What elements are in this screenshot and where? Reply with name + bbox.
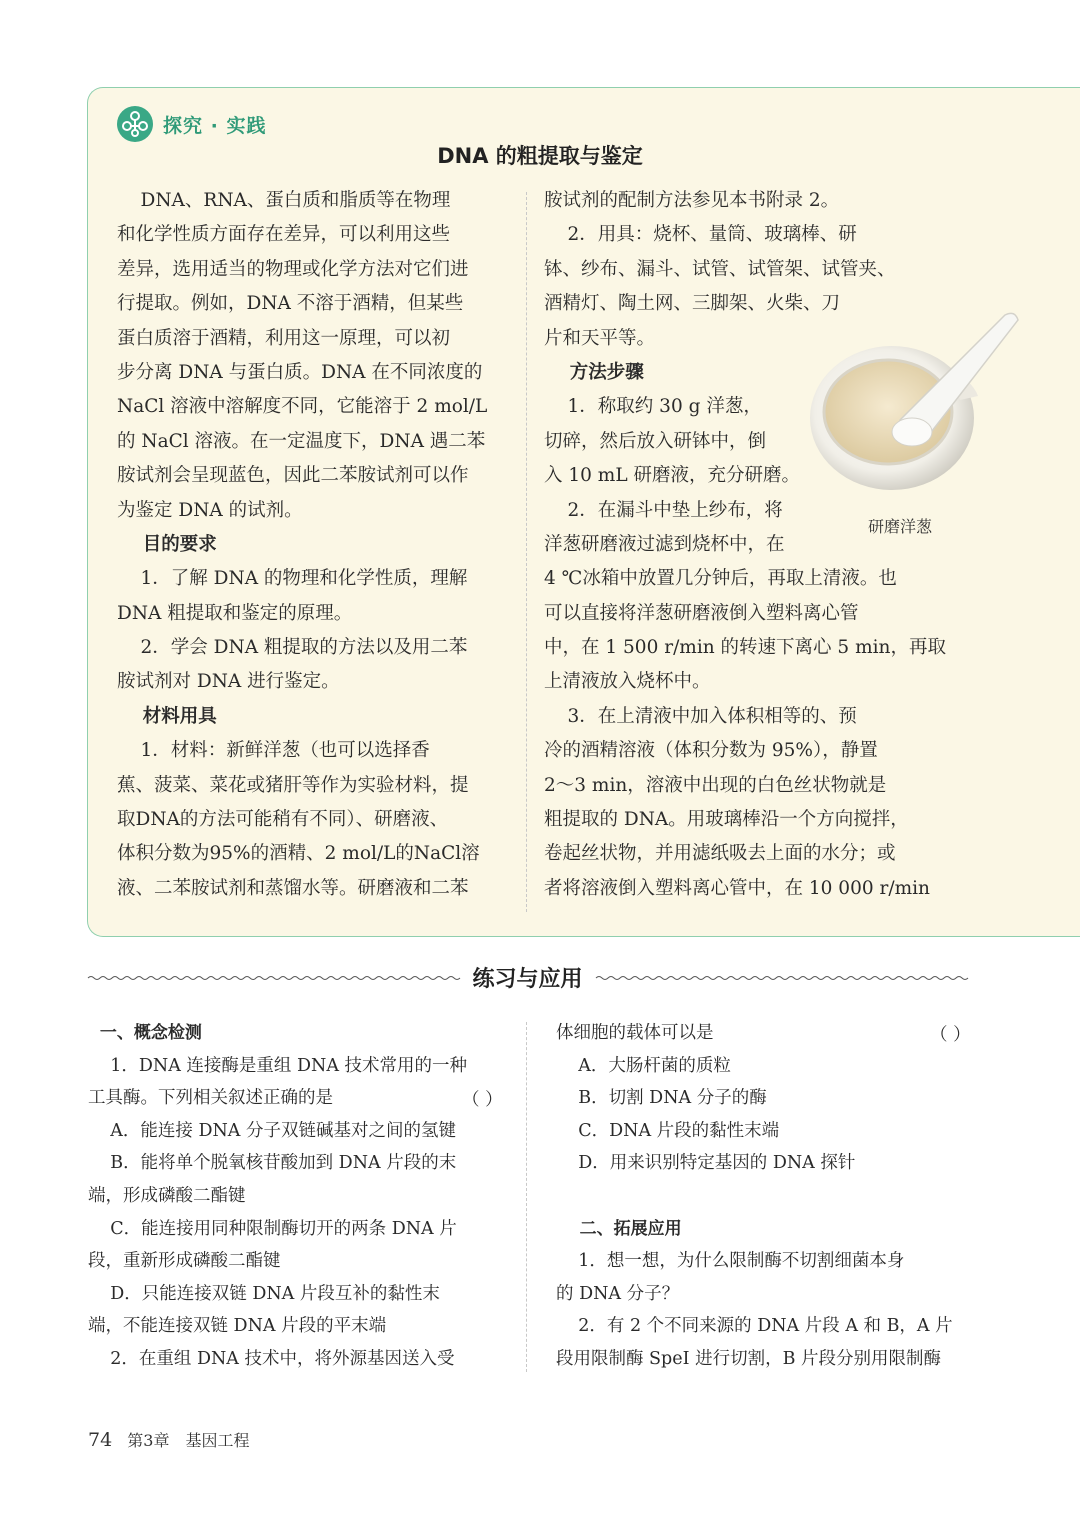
text-line: 的 NaCl 溶液。在一定温度下，DNA 遇二苯 [117, 430, 486, 452]
text-line: NaCl 溶液中溶解度不同，它能溶于 2 mol/L [117, 396, 488, 418]
text-line: 胺试剂的配制方法参见本书附录 2。 [544, 190, 840, 211]
text-line: 胺试剂对 DNA 进行鉴定。 [117, 671, 340, 693]
text-line: 3．在上清液中加入体积相等的、预 [544, 705, 857, 727]
section-heading: 一、概念检测 [88, 1023, 202, 1043]
text-line: 1．想一想，为什么限制酶不切割细菌本身 [556, 1251, 905, 1272]
page-number: 74 [88, 1429, 113, 1451]
text-line: 可以直接将洋葱研磨液倒入塑料离心管 [544, 602, 859, 624]
text-line: B．切割 DNA 分子的酶 [556, 1088, 767, 1109]
section-heading: 材料用具 [117, 705, 217, 727]
text-line: C．DNA 片段的黏性末端 [556, 1120, 780, 1141]
text-line: 行提取。例如，DNA 不溶于酒精，但某些 [117, 293, 464, 315]
text-line: 卷起丝状物，并用滤纸吸去上面的水分；或 [544, 843, 896, 865]
text-line: 冷的酒精溶液（体积分数为 95%），静置 [544, 740, 878, 762]
text-line: 取DNA的方法可能稍有不同）、研磨液、 [117, 809, 449, 831]
text-line: 体细胞的载体可以是 [556, 1023, 714, 1043]
text-line: 2．有 2 个不同来源的 DNA 片段 A 和 B，A 片 [556, 1316, 953, 1337]
text-line: A．能连接 DNA 分子双链碱基对之间的氢键 [88, 1120, 456, 1141]
text-line: 2．在漏斗中垫上纱布，将 [544, 499, 783, 521]
text-line: 蕉、菠菜、菜花或猪肝等作为实验材料，提 [117, 774, 469, 796]
exercise-column-divider [526, 1022, 527, 1372]
text-line: 1．了解 DNA 的物理和化学性质，理解 [117, 568, 468, 590]
text-line: D．只能连接双链 DNA 片段互补的黏性末 [88, 1283, 440, 1304]
text-line: 酒精灯、陶土网、三脚架、火柴、刀 [544, 293, 841, 315]
text-line: 2～3 min，溶液中出现的白色丝状物就是 [544, 774, 887, 796]
exercise-left-column [88, 1017, 500, 1376]
section-badge-label: 探究 · 实践 [163, 115, 267, 137]
exercise-right-column [556, 1017, 968, 1376]
text-line: 体积分数为95%的酒精、2 mol/L的NaCl溶 [117, 843, 480, 865]
photo-caption: 研磨洋葱 [868, 517, 933, 536]
text-line: 蛋白质溶于酒精，利用这一原理，可以初 [117, 327, 451, 349]
text-line: 入 10 mL 研磨液，充分研磨。 [544, 465, 801, 487]
inquiry-left-column [117, 184, 502, 906]
text-line: 步分离 DNA 与蛋白质。DNA 在不同浓度的 [117, 361, 483, 383]
inquiry-right-column [544, 184, 946, 906]
text-line: 2．用具：烧杯、量筒、玻璃棒、研 [544, 224, 857, 246]
mortar-pestle-photo [800, 300, 1030, 500]
text-line: 洋葱研磨液过滤到烧杯中，在 [544, 533, 785, 555]
text-line: D．用来识别特定基因的 DNA 探针 [556, 1153, 856, 1174]
text-line: 为鉴定 DNA 的试剂。 [117, 499, 303, 521]
text-line: 工具酶。下列相关叙述正确的是 [88, 1088, 333, 1109]
text-line: 端，不能连接双链 DNA 片段的平末端 [88, 1316, 387, 1337]
text-line: 上清液放入烧杯中。 [544, 671, 711, 693]
text-line: 的 DNA 分子？ [556, 1283, 680, 1304]
text-line: C．能连接用同种限制酶切开的两条 DNA 片 [88, 1218, 457, 1239]
text-line: 胺试剂会呈现蓝色，因此二苯胺试剂可以作 [117, 465, 469, 487]
section-heading: 目的要求 [117, 533, 217, 555]
text-line: DNA 粗提取和鉴定的原理。 [117, 602, 353, 624]
text-line: 1．DNA 连接酶是重组 DNA 技术常用的一种 [88, 1055, 468, 1076]
page-footer [88, 1428, 249, 1451]
text-line: 1．称取约 30 g 洋葱， [544, 396, 762, 418]
text-line: 切碎，然后放入研钵中，倒 [544, 430, 767, 452]
text-line: A．大肠杆菌的质粒 [556, 1055, 731, 1076]
text-line: 和化学性质方面存在差异，可以利用这些 [117, 224, 451, 246]
answer-bracket-q2: （ ） [930, 1025, 971, 1045]
section-heading: 方法步骤 [544, 361, 644, 383]
text-line: 片和天平等。 [544, 327, 656, 349]
molecule-icon [117, 106, 153, 142]
experiment-title: DNA 的粗提取与鉴定 [437, 144, 643, 168]
section-heading: 二、拓展应用 [556, 1218, 682, 1239]
column-divider [526, 192, 527, 912]
text-line: 差异，选用适当的物理或化学方法对它们进 [117, 258, 469, 280]
text-line: 4 ℃冰箱中放置几分钟后，再取上清液。也 [544, 568, 897, 590]
text-line: 段用限制酶 SpeⅠ 进行切割，B 片段分别用限制酶 [556, 1348, 942, 1369]
text-line: B．能将单个脱氧核苷酸加到 DNA 片段的末 [88, 1153, 457, 1174]
chapter-title: 第3章 基因工程 [127, 1431, 250, 1450]
text-line: 端，形成磷酸二酯键 [88, 1185, 246, 1206]
text-line: 者将溶液倒入塑料离心管中，在 10 000 r/min [544, 877, 930, 899]
text-line [556, 1180, 968, 1213]
text-line: 2．学会 DNA 粗提取的方法以及用二苯 [117, 637, 468, 659]
text-line: 1．材料：新鲜洋葱（也可以选择香 [117, 740, 430, 762]
text-line: 钵、纱布、漏斗、试管、试管架、试管夹、 [544, 258, 896, 280]
text-line: 液、二苯胺试剂和蒸馏水等。研磨液和二苯 [117, 877, 469, 899]
text-line: 2．在重组 DNA 技术中，将外源基因送入受 [88, 1348, 455, 1369]
answer-bracket-q1: （ ） [462, 1090, 503, 1110]
text-line: 粗提取的 DNA。用玻璃棒沿一个方向搅拌， [544, 809, 909, 831]
exercise-section-title: 练习与应用 [472, 967, 583, 992]
text-line: 中，在 1 500 r/min 的转速下离心 5 min，再取 [544, 637, 946, 659]
text-line: DNA、RNA、蛋白质和脂质等在物理 [117, 190, 451, 211]
text-line: 段，重新形成磷酸二酯键 [88, 1251, 281, 1272]
